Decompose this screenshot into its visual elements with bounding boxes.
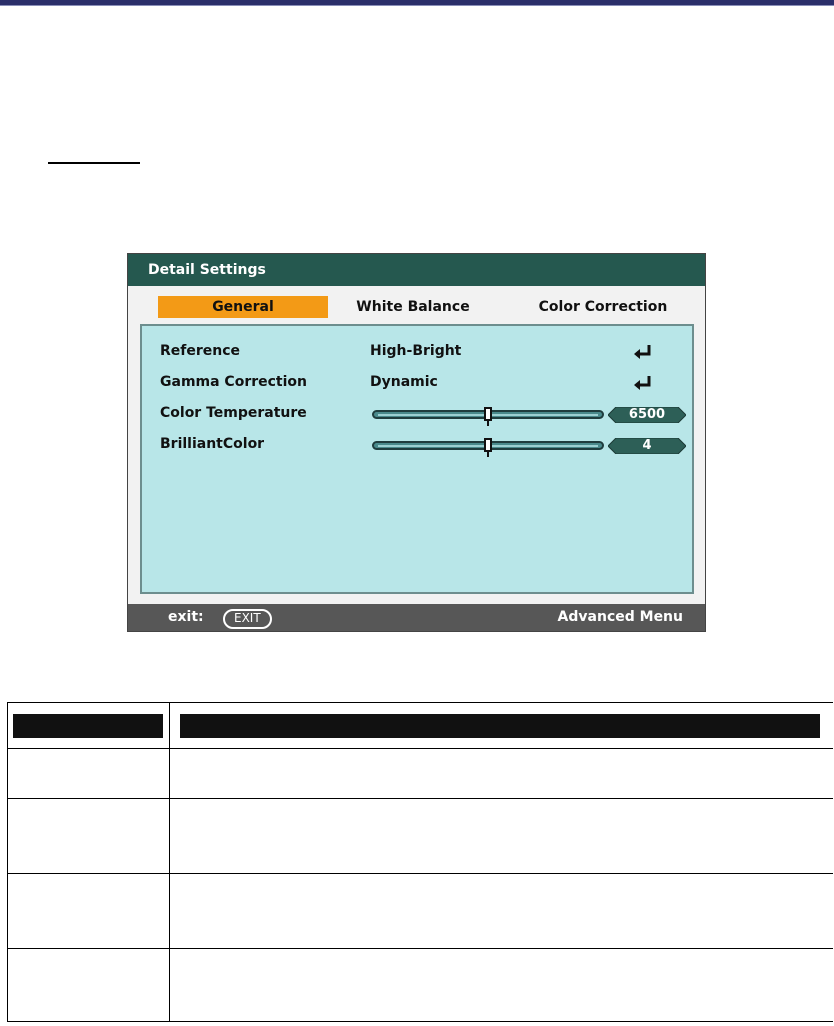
description-table xyxy=(7,702,833,1022)
brilliantcolor-value-tag xyxy=(608,438,686,454)
page-header-line xyxy=(0,5,834,6)
table-header-cell-description xyxy=(180,714,820,738)
table-row-divider xyxy=(7,748,833,749)
brilliantcolor-slider-thumb[interactable] xyxy=(484,438,492,452)
table-column-divider xyxy=(169,702,170,1022)
settings-panel xyxy=(140,324,694,594)
tab-label: General xyxy=(212,299,274,315)
tab-label: Color Correction xyxy=(538,299,668,315)
reference-label: Reference xyxy=(160,343,241,359)
detail-settings-window xyxy=(127,253,706,632)
brilliantcolor-value: 4 xyxy=(642,438,652,453)
color-temperature-slider-thumb[interactable] xyxy=(484,407,492,421)
color-temperature-value: 6500 xyxy=(628,407,666,422)
tab-color-correction[interactable] xyxy=(528,296,678,318)
table-header-cell-item xyxy=(13,714,163,738)
slider-center-tick xyxy=(487,452,489,457)
table-row-divider xyxy=(7,873,833,874)
exit-label: exit: xyxy=(168,609,204,625)
brilliantcolor-label: BrilliantColor xyxy=(160,436,265,452)
color-temperature-label: Color Temperature xyxy=(160,405,307,421)
window-title: Detail Settings xyxy=(128,254,705,286)
advanced-menu-label: Advanced Menu xyxy=(557,609,683,625)
enter-icon[interactable] xyxy=(632,375,654,391)
window-footer xyxy=(128,604,705,631)
table-row-divider xyxy=(7,948,833,949)
table-row-divider xyxy=(7,798,833,799)
section-heading-underline xyxy=(48,162,140,164)
color-temperature-value-tag xyxy=(608,407,686,423)
tab-general[interactable] xyxy=(158,296,328,318)
gamma-correction-label: Gamma Correction xyxy=(160,374,308,390)
tab-label: White Balance xyxy=(356,299,470,315)
tab-white-balance[interactable] xyxy=(348,296,478,318)
enter-icon[interactable] xyxy=(632,344,654,360)
slider-center-tick xyxy=(487,421,489,426)
exit-button[interactable]: EXIT xyxy=(223,609,272,629)
reference-value[interactable]: High-Bright xyxy=(370,343,462,359)
gamma-correction-value[interactable]: Dynamic xyxy=(370,374,438,390)
